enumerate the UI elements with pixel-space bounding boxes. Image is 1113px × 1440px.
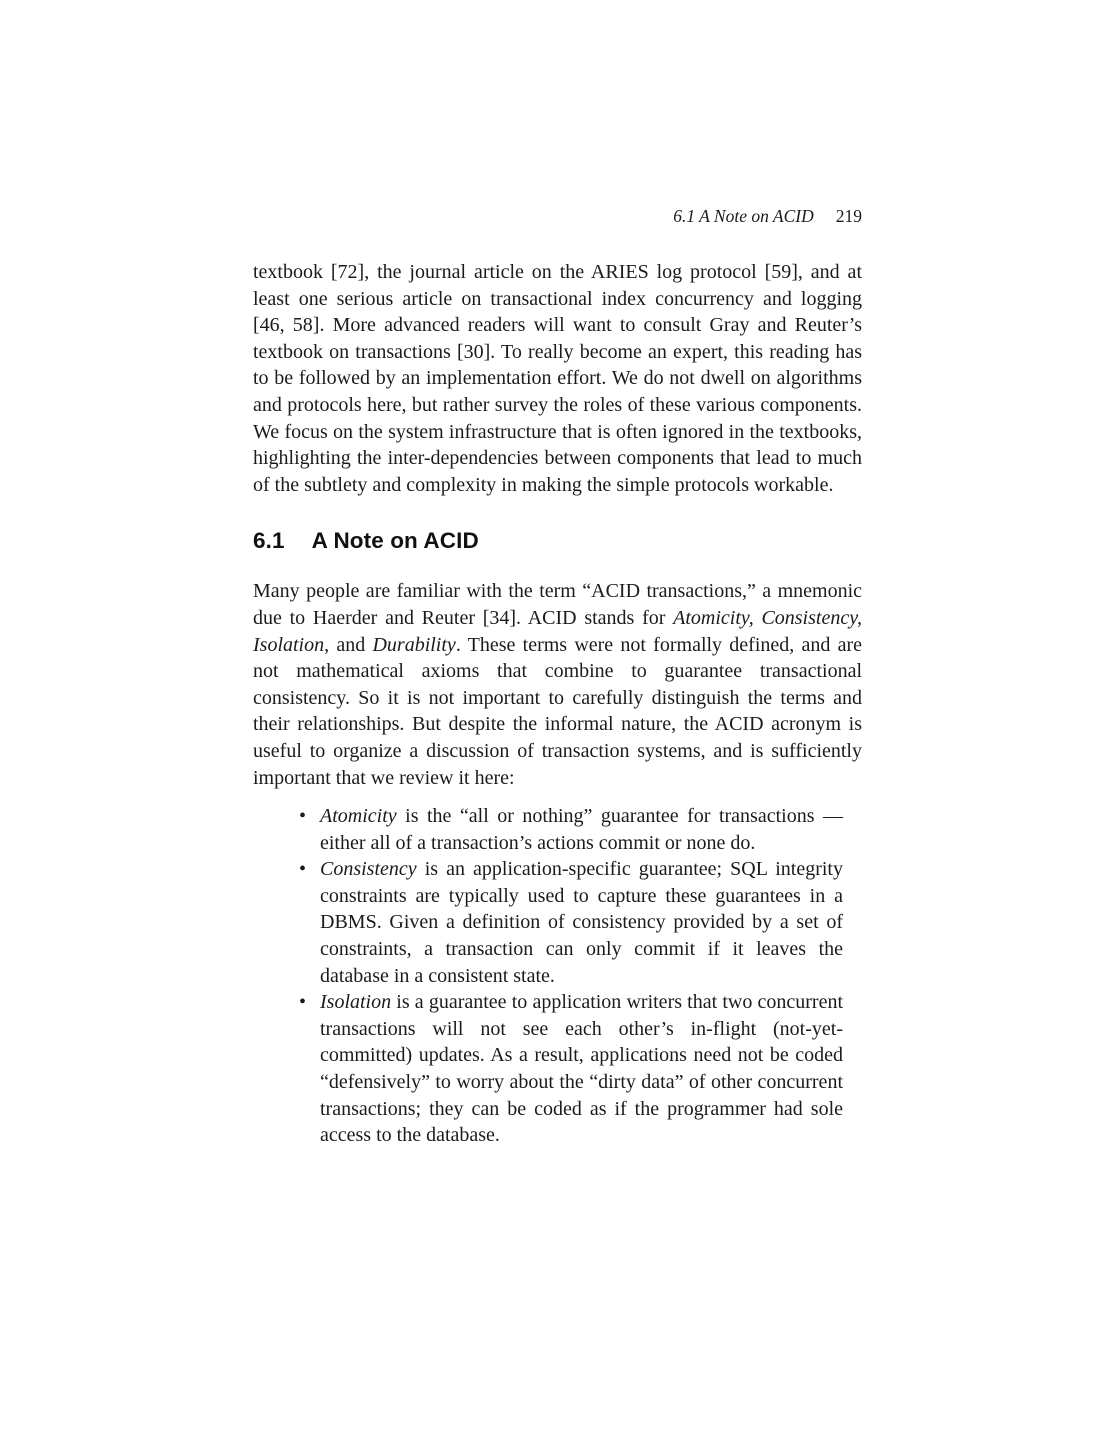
acid-paragraph-part2: , and [324,633,373,656]
acid-bullet-list [253,803,862,1149]
acid-term-list-italic: Atomicity, Consistency, Isolation [253,606,862,656]
acid-paragraph [253,578,862,791]
section-number: 6.1 [253,528,285,554]
acid-term-durability-italic: Durability [372,633,456,656]
section-heading [253,528,862,554]
running-head [253,206,862,227]
acid-paragraph-part3: . These terms were not formally defined, and are not mathematical axioms that combine to guarantee transactional consistency. So it is not important to carefully distinguish the terms and their relationships. But despite the informal nature, the ACID acronym is useful to organize a discussion of transaction systems, and is sufficiently important that we review it here: [253,633,862,789]
bullet-term-isolation: Isolation [320,991,392,1014]
intro-paragraph [253,259,862,498]
bullet-icon: • [299,991,307,1014]
bullet-text-isolation: is a guarantee to application writers that two concurrent transactions will not see each other’s in-flight (not-yet-committed) updates. As a result, applications need not be coded “defensively” to worry about the “dirty data” of other concurrent transactions; they can be coded as if the programmer had sole access to the database. [320,991,843,1147]
list-item-atomicity [299,803,843,856]
section-title: A Note on ACID [311,528,479,554]
bullet-term-atomicity: Atomicity [320,805,397,828]
bullet-term-consistency: Consistency [320,858,417,881]
bullet-icon: • [299,858,307,881]
bullet-text-atomicity: is the “all or nothing” guarantee for transactions — either all of a transaction’s actions commit or none do. [320,805,843,854]
running-head-title: 6.1 A Note on ACID [673,206,814,226]
page-number: 219 [835,206,862,226]
list-item-isolation [299,989,843,1149]
list-item-consistency [299,856,843,989]
intro-paragraph-text: textbook [72], the journal article on the ARIES log protocol [59], and at least one serious article on transactional index concurrency and logging [46, 58]. More advanced readers will want to consult Gray and Reuter’s textbook on transactions [30]. To really become an expert, this reading has to be followed by an implementation effort. We do not dwell on algorithms and protocols here, but rather survey the roles of these various components. We focus on the system infrastructure that is often ignored in the textbooks, highlighting the inter-dependencies between components that lead to much of the subtlety and complexity in making the simple protocols workable. [253,261,862,496]
acid-paragraph-part1: Many people are familiar with the term “ACID transactions,” a mnemonic due to Haerder and Reuter [34]. ACID stands for [253,580,862,629]
bullet-icon: • [299,805,307,828]
bullet-text-consistency: is an application-specific guarantee; SQL integrity constraints are typically used to capture these guarantees in a DBMS. Given a definition of consistency provided by a set of constraints, a transaction can only commit if it leaves the database in a consistent state. [320,858,843,987]
